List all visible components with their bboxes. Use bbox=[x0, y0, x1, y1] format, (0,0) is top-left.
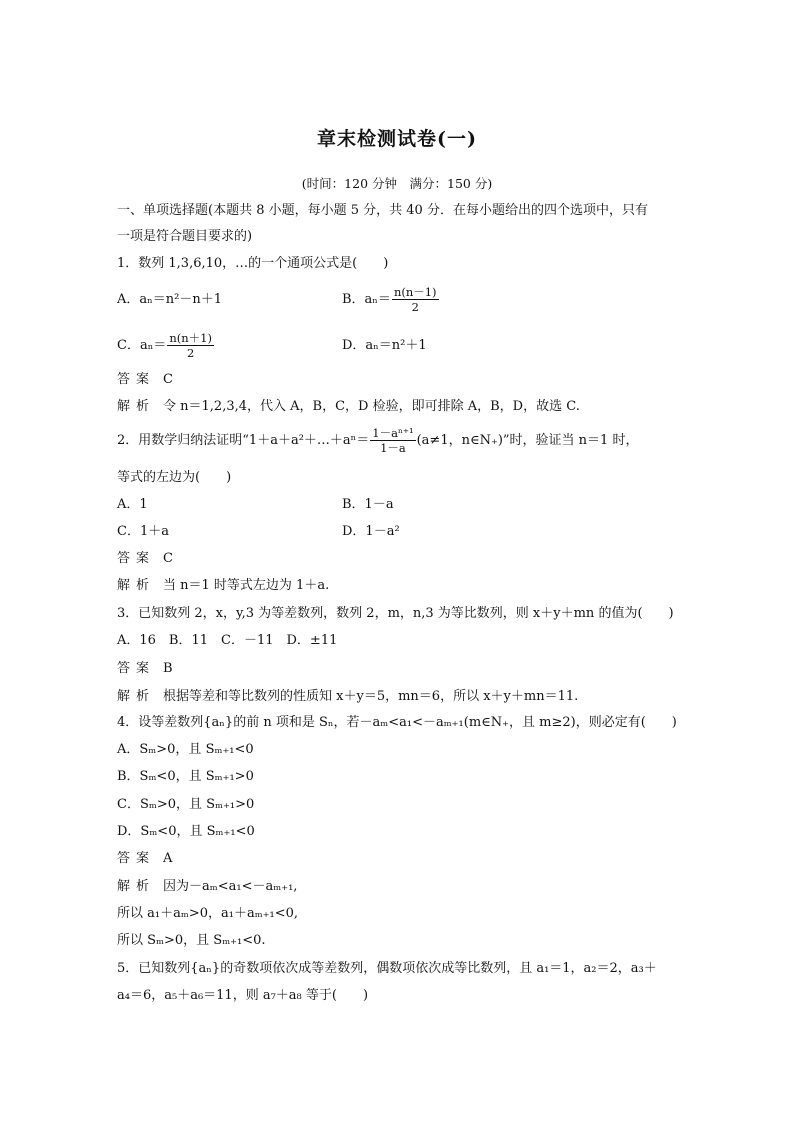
answer-label: 答案 bbox=[117, 661, 156, 676]
q1-option-a: A．aₙ＝n²－n＋1 bbox=[117, 292, 222, 307]
section-heading-line1: 一、单项选择题(本题共 8 小题，每小题 5 分，共 40 分．在每小题给出的四个选项中，只有 bbox=[117, 203, 648, 218]
q1-analysis bbox=[117, 398, 580, 416]
q2-fraction-denominator: 1－a bbox=[380, 441, 406, 455]
q4-stem: 4．设等差数列{aₙ}的前 n 项和是 Sₙ，若－aₘ<a₁<－aₘ₊₁(m∈N₊，且 m≥2)，则必定有( ) bbox=[117, 715, 677, 730]
q1-option-c bbox=[117, 330, 215, 362]
q1-option-c-fraction bbox=[167, 331, 214, 360]
q2-analysis bbox=[117, 577, 329, 595]
q2-stem-pre: 2．用数学归纳法证明“1＋a＋a²＋…＋aⁿ＝ bbox=[117, 433, 370, 448]
q3-analysis-text: 根据等差和等比数列的性质知 x＋y＝5，mn＝6，所以 x＋y＋mn＝11. bbox=[163, 689, 579, 704]
q3-answer bbox=[117, 660, 173, 678]
q4-answer-value: A bbox=[163, 851, 173, 866]
q2-option-d: D．1－a² bbox=[342, 524, 400, 539]
q3-analysis bbox=[117, 688, 578, 706]
q2-analysis-text: 当 n＝1 时等式左边为 1＋a. bbox=[163, 578, 330, 593]
q5-stem-line2: a₄＝6，a₅＋a₆＝11，则 a₇＋a₈ 等于( ) bbox=[117, 988, 369, 1003]
q2-stem-line2: 等式的左边为( ) bbox=[117, 470, 232, 485]
q2-stem-fraction bbox=[370, 426, 415, 455]
q4-analysis-text1: 因为－aₘ<a₁<－aₘ₊₁, bbox=[163, 879, 298, 894]
q1-option-c-prefix: C．aₙ＝ bbox=[117, 338, 167, 353]
q2-stem bbox=[117, 424, 638, 458]
q1-option-c-numerator: n(n＋1) bbox=[169, 331, 212, 345]
q1-answer-value: C bbox=[163, 372, 173, 387]
q3-stem: 3．已知数列 2，x，y,3 为等差数列，数列 2，m，n,3 为等比数列，则 x＋y＋mn 的值为( ) bbox=[117, 606, 674, 621]
q2-option-c: C．1＋a bbox=[117, 524, 169, 539]
q3-options: A．16 B．11 C．－11 D．±11 bbox=[117, 633, 338, 648]
answer-label: 答案 bbox=[117, 851, 156, 866]
q4-option-b: B．Sₘ<0，且 Sₘ₊₁>0 bbox=[117, 769, 254, 784]
q1-stem: 1．数列 1,3,6,10，…的一个通项公式是( ) bbox=[117, 256, 389, 271]
exam-time-score: (时间：120 分钟 满分：150 分) bbox=[301, 176, 493, 191]
q3-answer-value: B bbox=[163, 661, 173, 676]
analysis-label: 解析 bbox=[117, 399, 156, 414]
q1-option-b-prefix: B．aₙ＝ bbox=[342, 292, 391, 307]
q2-stem-post: (a≠1，n∈N₊)”时，验证当 n＝1 时， bbox=[416, 433, 639, 448]
q4-option-d: D．Sₘ<0，且 Sₘ₊₁<0 bbox=[117, 824, 255, 839]
q2-fraction-numerator: 1－aⁿ⁺¹ bbox=[372, 426, 414, 440]
q1-option-b bbox=[342, 284, 440, 316]
answer-label: 答案 bbox=[117, 372, 156, 387]
q4-analysis-line1 bbox=[117, 878, 297, 896]
analysis-label: 解析 bbox=[117, 689, 156, 704]
q2-answer-value: C bbox=[163, 551, 173, 566]
q2-answer bbox=[117, 550, 173, 568]
q4-answer bbox=[117, 850, 172, 868]
section-heading-line2: 一项是符合题目要求的) bbox=[117, 229, 253, 244]
q4-option-a: A．Sₘ>0，且 Sₘ₊₁<0 bbox=[117, 742, 254, 757]
q4-analysis-line3: 所以 Sₘ>0，且 Sₘ₊₁<0. bbox=[117, 933, 266, 948]
q1-answer bbox=[117, 371, 173, 389]
q2-option-b: B．1－a bbox=[342, 497, 394, 512]
analysis-label: 解析 bbox=[117, 578, 156, 593]
q2-option-a: A．1 bbox=[117, 497, 148, 512]
q1-option-b-fraction bbox=[392, 285, 439, 314]
q1-option-d: D．aₙ＝n²＋1 bbox=[342, 338, 427, 353]
q1-option-c-denominator: 2 bbox=[186, 346, 195, 360]
q4-option-c: C．Sₘ>0，且 Sₘ₊₁>0 bbox=[117, 797, 255, 812]
q1-analysis-text: 令 n＝1,2,3,4，代入 A，B，C，D 检验，即可排除 A，B，D，故选 C. bbox=[163, 399, 580, 414]
page-title: 章末检测试卷(一) bbox=[317, 128, 477, 150]
q4-analysis-line2: 所以 a₁＋aₘ>0，a₁＋aₘ₊₁<0, bbox=[117, 906, 299, 921]
q1-option-b-numerator: n(n－1) bbox=[393, 285, 437, 299]
q5-stem-line1: 5．已知数列{aₙ}的奇数项依次成等差数列，偶数项依次成等比数列，且 a₁＝1，a₂＝2，a₃＋ bbox=[117, 961, 657, 976]
q1-option-b-denominator: 2 bbox=[411, 300, 419, 314]
analysis-label: 解析 bbox=[117, 879, 156, 894]
answer-label: 答案 bbox=[117, 551, 156, 566]
